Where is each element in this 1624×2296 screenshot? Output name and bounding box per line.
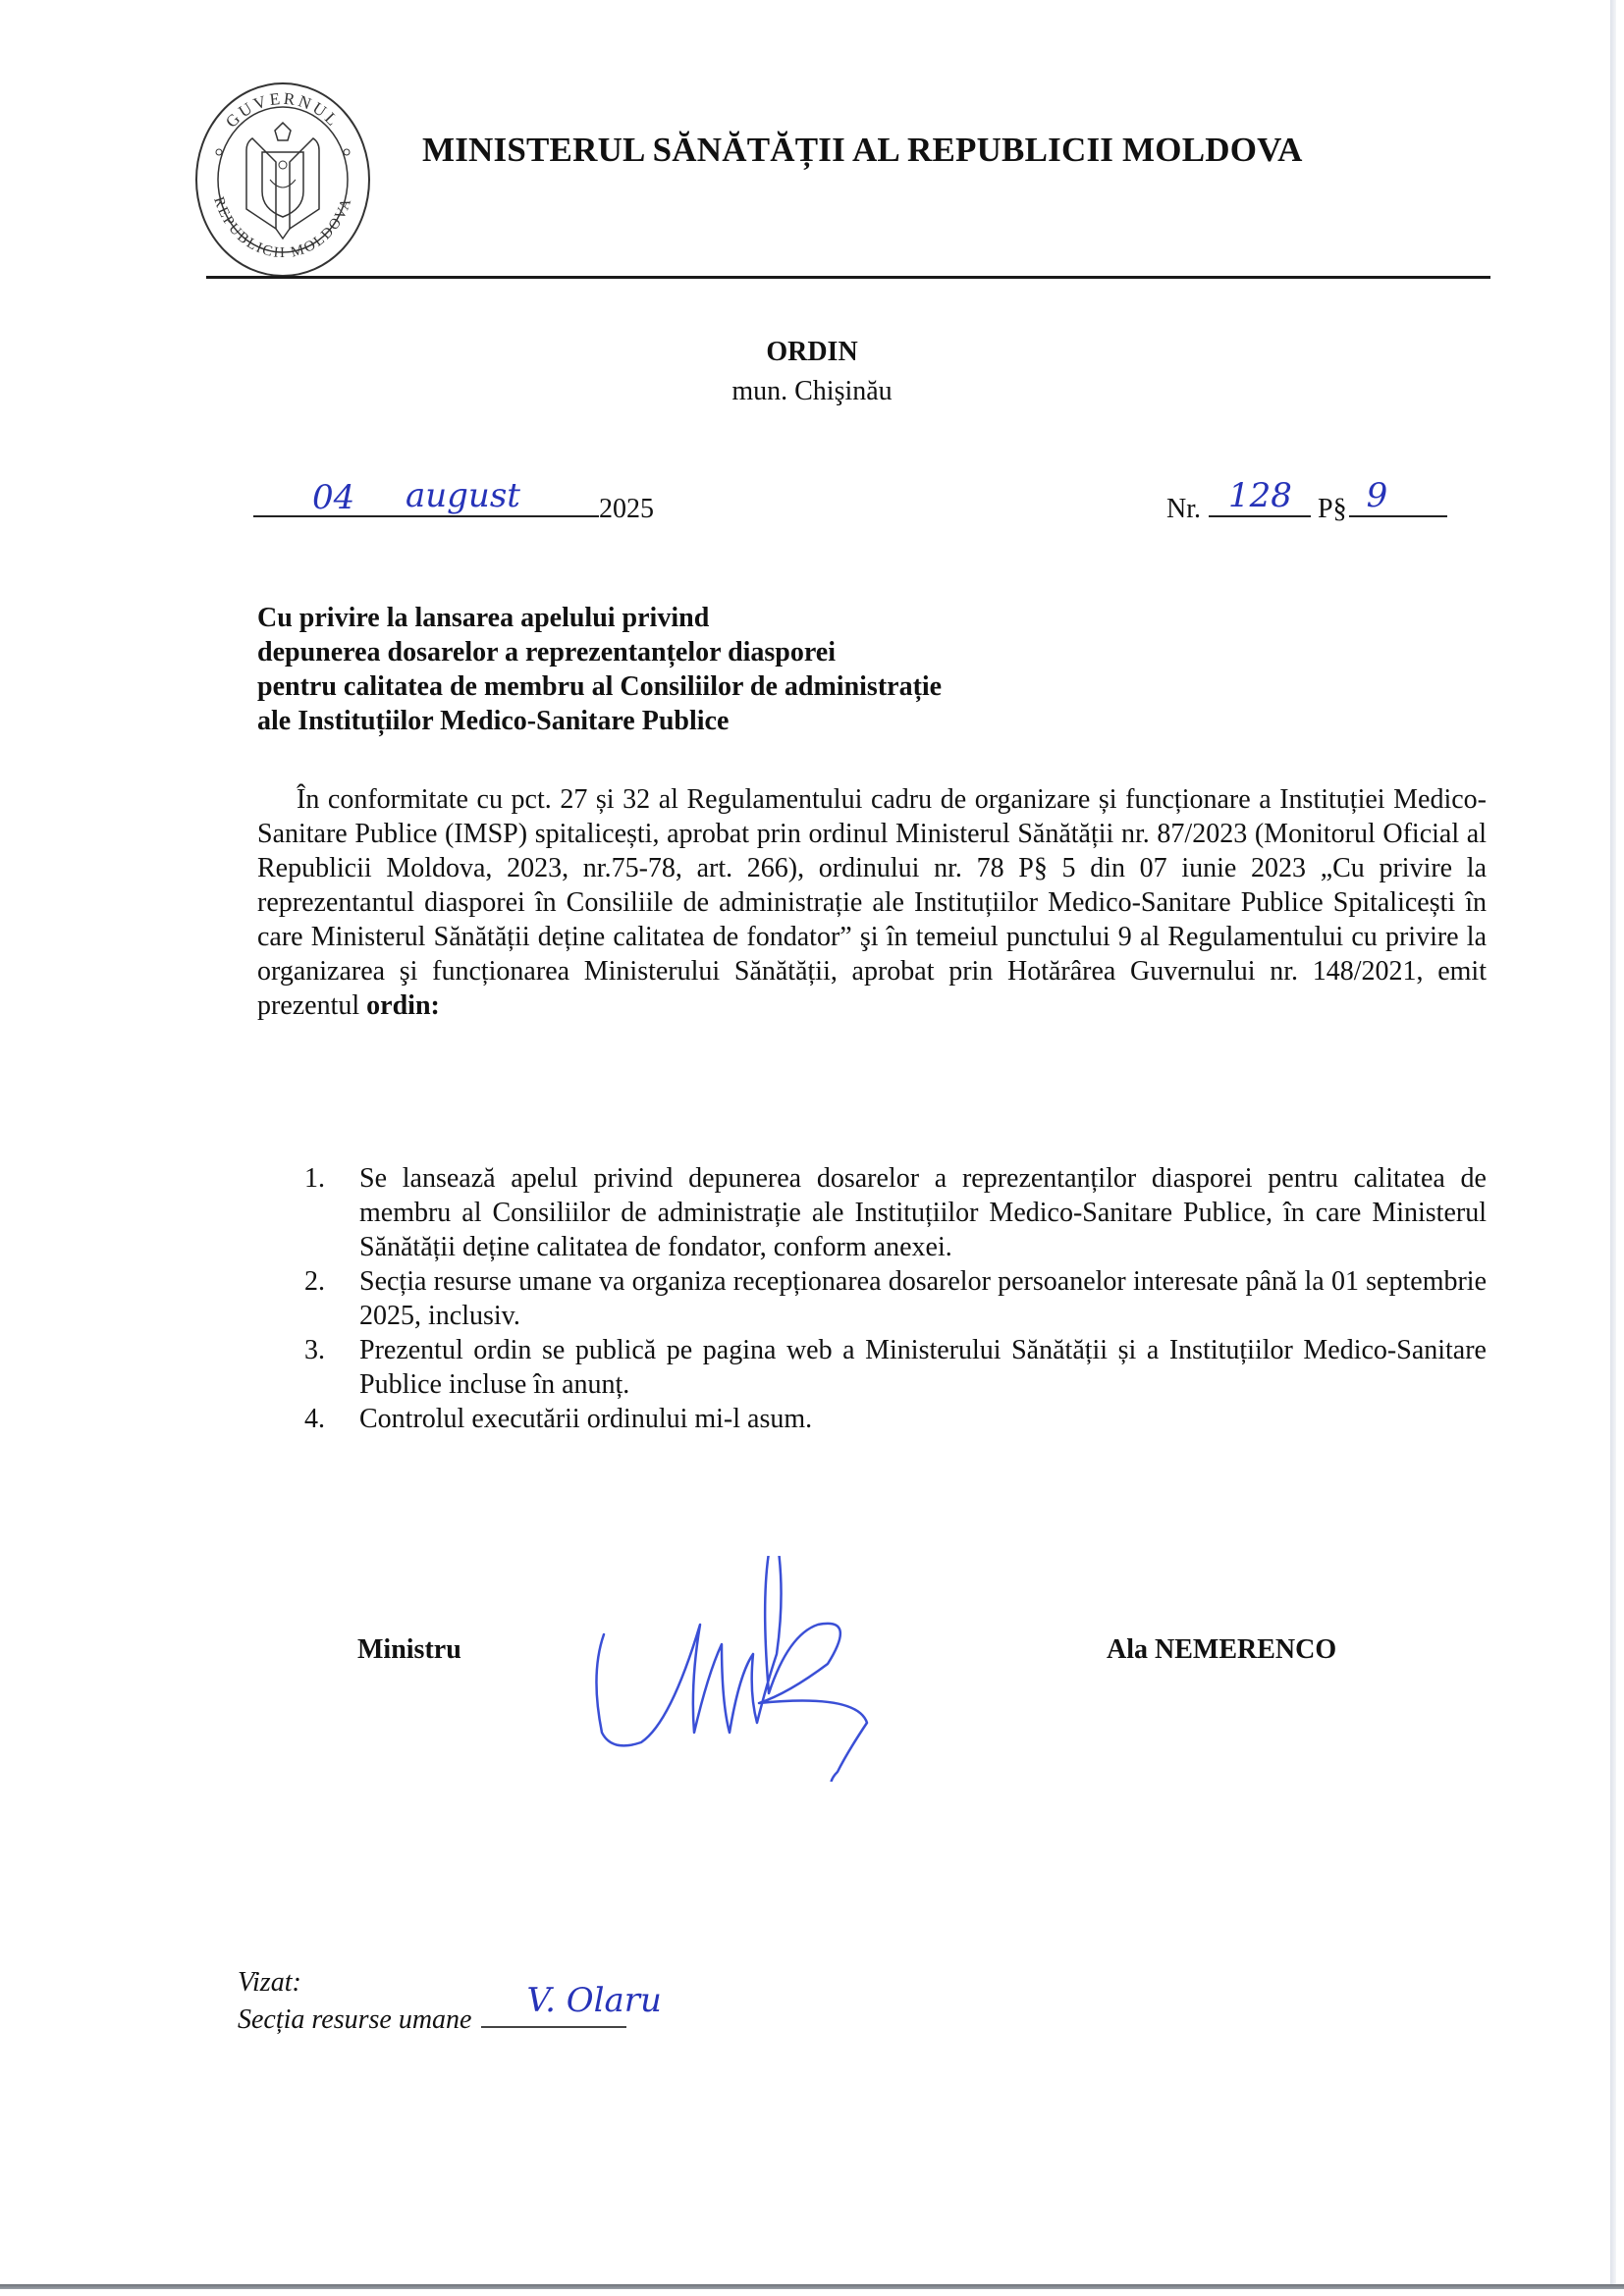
nr-blank [1209,476,1311,517]
nr-label: Nr. [1166,494,1201,524]
subject-line: pentru calitatea de membru al Consiliilor de administrație [257,671,943,702]
preamble-bold-ending: ordin: [366,990,440,1021]
visa-label: Vizat: [238,1967,301,1998]
visa-handwritten-signature: V. Olaru [526,1981,662,2020]
handwritten-ps: 9 [1366,476,1388,515]
handwritten-nr: 128 [1228,476,1292,515]
ministry-title: MINISTERUL SĂNĂTĂȚII AL REPUBLICII MOLDOVA [422,131,1303,169]
handwritten-day: 04 [312,478,355,517]
ps-blank [1349,476,1447,517]
signatory-name: Ala NEMERENCO [1107,1634,1337,1665]
article-number: 2. [304,1266,325,1297]
order-year: 2025 [599,494,654,524]
article-text: Secția resurse umane va organiza recepționarea dosarelor persoanelor interesate până la 01 septembrie 2025, inclusiv. [359,1266,1487,1331]
minister-signature-icon [574,1556,1164,1782]
order-date [253,476,654,525]
subject-line: Cu privire la lansarea apelului privind [257,603,710,633]
svg-text:GUVERNUL: GUVERNUL [222,88,344,132]
preamble-text: În conformitate cu pct. 27 și 32 al Regulamentului cadru de organizare și funcționare a Instituției Medico-Sanitare Publice (IMSP) spitalicești, aprobat prin ordinul Ministerul Sănătății nr. 87/2023 (Monitorul Oficial al Republicii Moldova, 2023, nr.75-78, art. 266), ordinului nr. 78 P§ 5 din 07 iunie 2023 „Cu privire la reprezentantul diasporei în Consiliile de administrație ale Instituțiilor Medico-Sanitare Publice Spitalicești în care Ministerul Sănătății deține calitatea de fondator” şi în temeiul punctului 9 al Regulamentului cu privire la organizarea şi funcționarea Ministerului Sănătății, aprobat prin Hotărârea Guvernului nr. 148/2021, emit prezentul [257,784,1487,1021]
visa-block [238,1965,662,2038]
svg-text:REPUBLICII MOLDOVA: REPUBLICII MOLDOVA [210,194,355,262]
signatory-role: Ministru [357,1634,461,1665]
handwritten-month: august [406,476,520,515]
visa-department: Secția resurse umane [238,2004,472,2035]
article-item [304,1161,1487,1264]
article-text: Prezentul ordin se publică pe pagina web a Ministerului Sănătății și a Instituțiilor Medico-Sanitare Publice incluse în anunț. [359,1335,1487,1400]
order-articles [304,1161,1487,1436]
date-blank [253,476,599,517]
ps-label: P§ [1318,494,1347,524]
header-divider [206,276,1490,279]
order-subject [257,601,942,738]
article-item [304,1333,1487,1402]
article-number: 3. [304,1335,325,1365]
article-text: Se lansează apelul privind depunerea dosarelor a reprezentanților diasporei pentru calitatea de membru al Consiliilor de administrație ale Instituțiilor Medico-Sanitare Publice, în care Ministerul Sănătății deține calitatea de fondator, conform anexei. [359,1163,1487,1262]
order-title: ORDIN [766,337,858,367]
article-item [304,1264,1487,1333]
article-item [304,1402,1487,1436]
subject-line: ale Instituțiilor Medico-Sanitare Publice [257,706,730,736]
preamble-paragraph [257,782,1487,1023]
article-number: 1. [304,1163,325,1194]
article-text: Controlul executării ordinului mi-l asum. [359,1404,813,1434]
order-number [1166,476,1447,525]
subject-line: depunerea dosarelor a reprezentanțelor diasporei [257,637,837,667]
page-edge-shadow-bottom [0,2284,1624,2289]
moldova-coat-of-arms-icon [193,81,372,283]
article-number: 4. [304,1404,325,1434]
order-city: mun. Chişinău [731,376,893,406]
visa-signature-line [481,1981,662,2028]
